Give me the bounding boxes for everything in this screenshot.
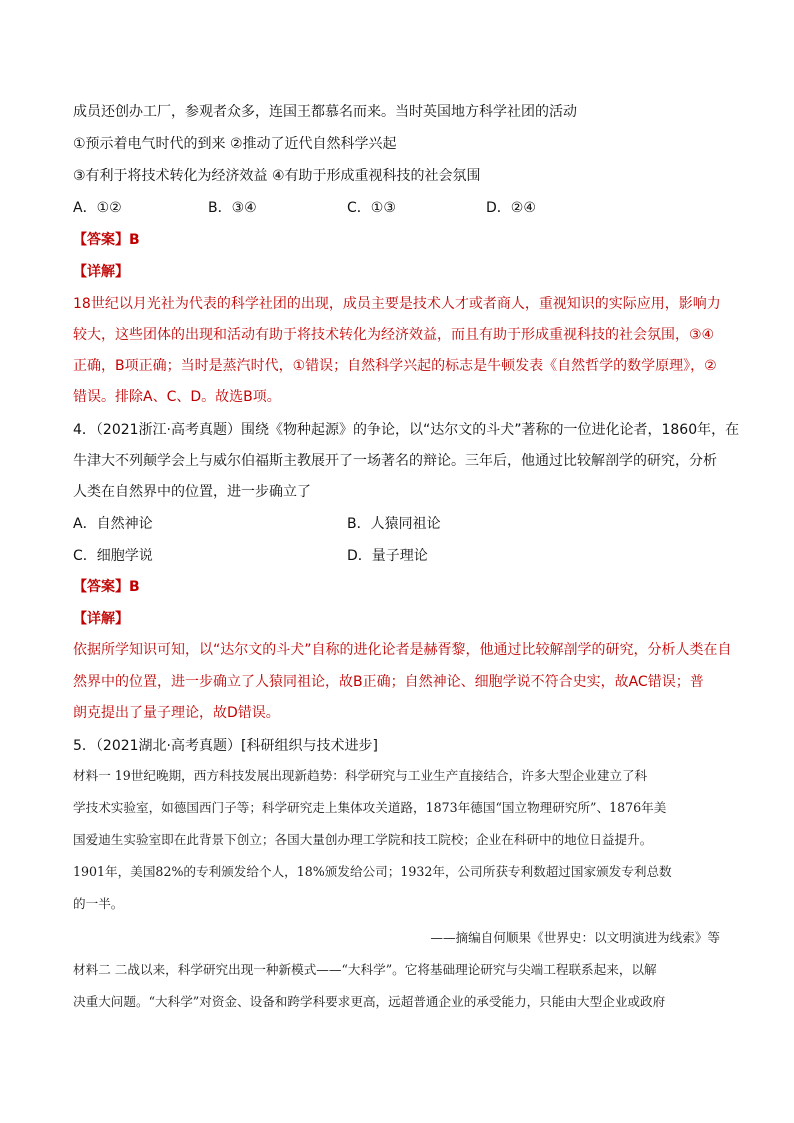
q4-answer: 【答案】B: [73, 579, 140, 595]
q4-option-c: C．细胞学说: [73, 548, 153, 564]
q4-option-d: D．量子理论: [347, 548, 428, 564]
q5-material-1-line: 1901年，美国82%的专利颁发给个人，18%颁发给公司；1932年，公司所获专利数超过国家颁发专利总数: [73, 864, 672, 879]
q4-detail-line: 依据所学知识可知，以“达尔文的斗犬”自称的进化论者是赫胥黎，他通过比较解剖学的研究，分析人类在自: [73, 642, 732, 658]
q3-option-d: D．②④: [486, 200, 536, 216]
q3-option-a: A．①②: [73, 200, 122, 216]
q3-option-b: B．③④: [208, 200, 257, 216]
q4-option-a: A．自然神论: [73, 516, 153, 532]
q5-source-citation: ——摘编自何顺果《世界史：以文明演进为线索》等: [430, 930, 720, 945]
q5-material-1-line: 材料一 19世纪晚期，西方科技发展出现新趋势：科学研究与工业生产直接结合，许多大型企业建立了科: [73, 768, 648, 783]
q4-detail-line: 朗克提出了量子理论，故D错误。: [73, 705, 280, 721]
q3-detail-line: 较大，这些团体的出现和活动有助于将技术转化为经济效益，而且有助于形成重视科技的社会氛围，③④: [73, 327, 715, 343]
q5-material-1-line: 学技术实验室，如德国西门子等；科学研究走上集体攻关道路，1873年德国“国立物理研究所”、1876年美: [73, 800, 667, 815]
q3-stem-continuation: 成员还创办工厂，参观者众多，连国王都慕名而来。当时英国地方科学社团的活动: [73, 104, 577, 120]
q3-detail-label: 【详解】: [73, 264, 129, 280]
q4-stem-line: 牛津大不列颠学会上与威尔伯福斯主教展开了一场著名的辩论。三年后，他通过比较解剖学的研究，分析: [73, 453, 717, 469]
q3-items-line-2: ③有利于将技术转化为经济效益 ④有助于形成重视科技的社会氛围: [73, 168, 481, 184]
q3-detail-line: 18世纪以月光社为代表的科学社团的出现，成员主要是技术人才或者商人，重视知识的实际应用，影响力: [73, 296, 721, 312]
q3-detail-line: 错误。排除A、C、D。故选B项。: [73, 389, 281, 405]
q4-stem-line: 4．（2021浙江·高考真题）围绕《物种起源》的争论，以“达尔文的斗犬”著称的一位进化论者，1860年，在: [73, 422, 740, 438]
q4-stem-line: 人类在自然界中的位置，进一步确立了: [73, 484, 311, 500]
q3-detail-line: 正确，B项正确；当时是蒸汽时代，①错误；自然科学兴起的标志是牛顿发表《自然哲学的数学原理》，②: [73, 358, 717, 374]
q4-detail-line: 然界中的位置，进一步确立了人猿同祖论，故B正确；自然神论、细胞学说不符合史实，故AC错误；普: [73, 674, 704, 690]
q5-material-1-line: 的一半。: [73, 896, 124, 911]
q5-material-1-line: 国爱迪生实验室即在此背景下创立；各国大量创办理工学院和技工院校；企业在科研中的地位日益提升。: [73, 832, 653, 847]
q5-material-2-line: 决重大问题。“大科学”对资金、设备和跨学科要求更高，远超普通企业的承受能力，只能由大型企业或政府: [73, 994, 666, 1009]
q3-items-line-1: ①预示着电气时代的到来 ②推动了近代自然科学兴起: [73, 136, 397, 152]
q5-stem: 5．（2021湖北·高考真题）[科研组织与技术进步]: [73, 738, 378, 754]
q5-material-2-line: 材料二 二战以来，科学研究出现一种新模式——“大科学”。它将基础理论研究与尖端工程联系起来，以解: [73, 962, 657, 977]
q3-option-c: C．①③: [347, 200, 396, 216]
q4-detail-label: 【详解】: [73, 611, 129, 627]
q4-option-b: B．人猿同祖论: [347, 516, 441, 532]
q3-answer: 【答案】B: [73, 232, 140, 248]
